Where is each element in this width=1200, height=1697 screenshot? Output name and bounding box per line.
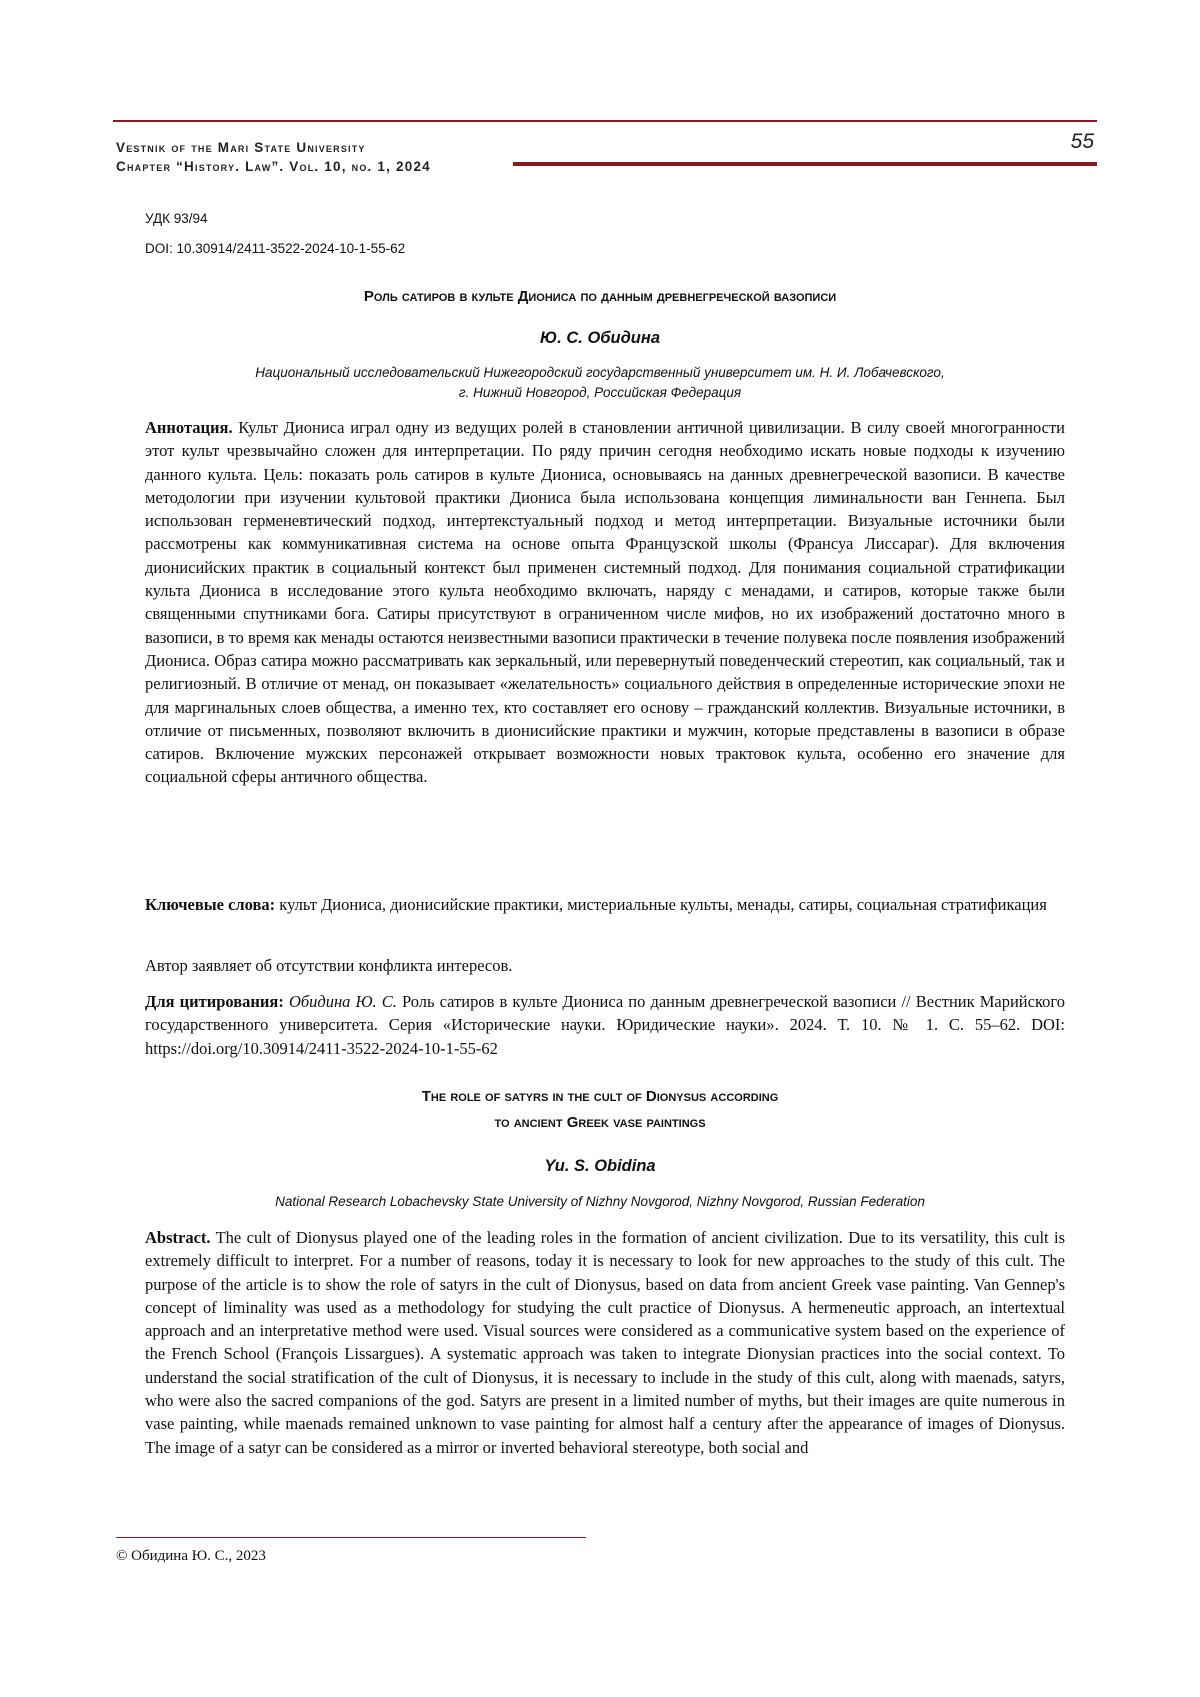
citation <box>145 990 1065 1060</box>
doi: DOI: 10.30914/2411-3522-2024-10-1-55-62 <box>145 241 406 256</box>
footnote-rule <box>116 1537 586 1538</box>
affiliation-ru-line2: г. Нижний Новгород, Российская Федерация <box>458 385 742 400</box>
journal-issue: Chapter “History. Law”. Vol. 10, no. 1, 2024 <box>116 159 431 174</box>
journal-name: Vestnik of the Mari State University <box>116 140 366 155</box>
conflict-statement: Автор заявляет об отсутствии конфликта интересов. <box>145 956 513 975</box>
header-rule-mid <box>513 162 1097 166</box>
journal-header <box>116 138 431 176</box>
keywords-ru <box>145 893 1065 916</box>
abstract-ru-text: Культ Диониса играл одну из ведущих ролей в становлении античной цивилизации. В силу своей многогранности этот культ чрезвычайно сложен для интерпретации. По ряду причин сегодня необходимо искать новые подходы к изучению данного культа. Цель: показать роль сатиров в культе Диониса, основываясь на данных древнегреческой вазописи. В качестве методологии при изучении культовой практики Диониса была использована концепция лиминальности ван Геннепа. Был использован герменевтический подход, интертекстуальный подход и метод интерпретации. Визуальные источники были рассмотрены как коммуникативная система на основе опыта Французской школы (Франсуа Лиссараг). Для включения дионисийских практик в социальный контекст был применен системный подход. Для понимания социальной стратификации культа Диониса в исследование этого культа необходимо включать, наряду с менадами, и сатиров, которые также были священными спутниками бога. Сатиры присутствуют в ограниченном числе мифов, но их изображений достаточно много в вазописи, в то время как менады остаются неизвестными вазописи практически в течение полувека после появления изображений Диониса. Образ сатира можно рассматривать как зеркальный, или перевернутый поведенческий стереотип, как социальный, так и религиозный. В отличие от менад, он показывает «желательность» социального действия в определенные исторические эпохи не для маргинальных слоев общества, а именно тех, кто составляет его основу – гражданский коллектив. Визуальные источники, в отличие от письменных, позволяют включить в дионисийские практики и мужчин, которые представлены в вазописи в образе сатиров. Включение мужских персонажей открывает возможности новых трактовок культа, особенно его значение для социальной сферы античного общества. <box>145 418 1065 787</box>
citation-label: Для цитирования: <box>145 992 284 1011</box>
affiliation-ru <box>0 363 1200 403</box>
keywords-ru-text: культ Диониса, дионисийские практики, мистериальные культы, менады, сатиры, социальная стратификация <box>275 895 1047 914</box>
affiliation-en: National Research Lobachevsky State University of Nizhny Novgorod, Nizhny Novgorod, Russian Federation <box>275 1194 925 1209</box>
copyright-footnote: © Обидина Ю. С., 2023 <box>116 1548 266 1564</box>
author-ru: Ю. С. Обидина <box>540 329 660 347</box>
title-en-line1: The role of satyrs in the cult of Dionysus according <box>421 1088 779 1105</box>
citation-text: Роль сатиров в культе Диониса по данным древнегреческой вазописи // Вестник Марийского государственного университета. Серия «Исторические науки. Юридические науки». 2024. Т. 10. № 1. С. 55–62. DOI: https://doi.org/10.30914/2411-3522-2024-10-1-55-62 <box>145 992 1065 1058</box>
abstract-en-text: The cult of Dionysus played one of the leading roles in the formation of ancient civilization. Due to its versatility, this cult is extremely difficult to interpret. For a number of reasons, today it is necessary to look for new approaches to the study of this cult. The purpose of the article is to show the role of satyrs in the cult of Dionysus, based on data from ancient Greek vase painting. Van Gennep's concept of liminality was used as a methodology for studying the cult practice of Dionysus. A hermeneutic approach, an intertextual approach and an interpretative method were used. Visual sources were considered as a communicative system based on the experience of the French School (François Lissargues). A systematic approach was taken to integrate Dionysian practices into the social context. To understand the social stratification of the cult of Dionysus, it is necessary to include in the study of this cult, along with maenads, satyrs, who were also the sacred companions of the god. Satyrs are present in a limited number of myths, but their images are quite numerous in vase painting, while maenads remained unknown to vase painting for almost half a century after the appearance of images of Dionysus. The image of a satyr can be considered as a mirror or inverted behavioral stereotype, both social and <box>145 1228 1065 1457</box>
page-number: 55 <box>1070 130 1094 153</box>
abstract-en <box>145 1226 1065 1459</box>
affiliation-ru-line1: Национальный исследовательский Нижегородский государственный университет им. Н. И. Лобачевского, <box>255 365 945 380</box>
abstract-ru <box>145 416 1065 789</box>
header-rule-top <box>113 120 1097 122</box>
keywords-ru-label: Ключевые слова: <box>145 895 276 914</box>
title-en <box>0 1084 1200 1136</box>
abstract-ru-label: Аннотация. <box>145 418 233 437</box>
title-en-line2: to ancient Greek vase paintings <box>494 1114 706 1131</box>
udc-code: УДК 93/94 <box>145 211 208 226</box>
author-en: Yu. S. Obidina <box>544 1157 656 1175</box>
abstract-en-label: Abstract. <box>145 1228 211 1247</box>
citation-author: Обидина Ю. С. <box>283 992 397 1011</box>
title-ru: Роль сатиров в культе Диониса по данным древнегреческой вазописи <box>363 288 837 305</box>
